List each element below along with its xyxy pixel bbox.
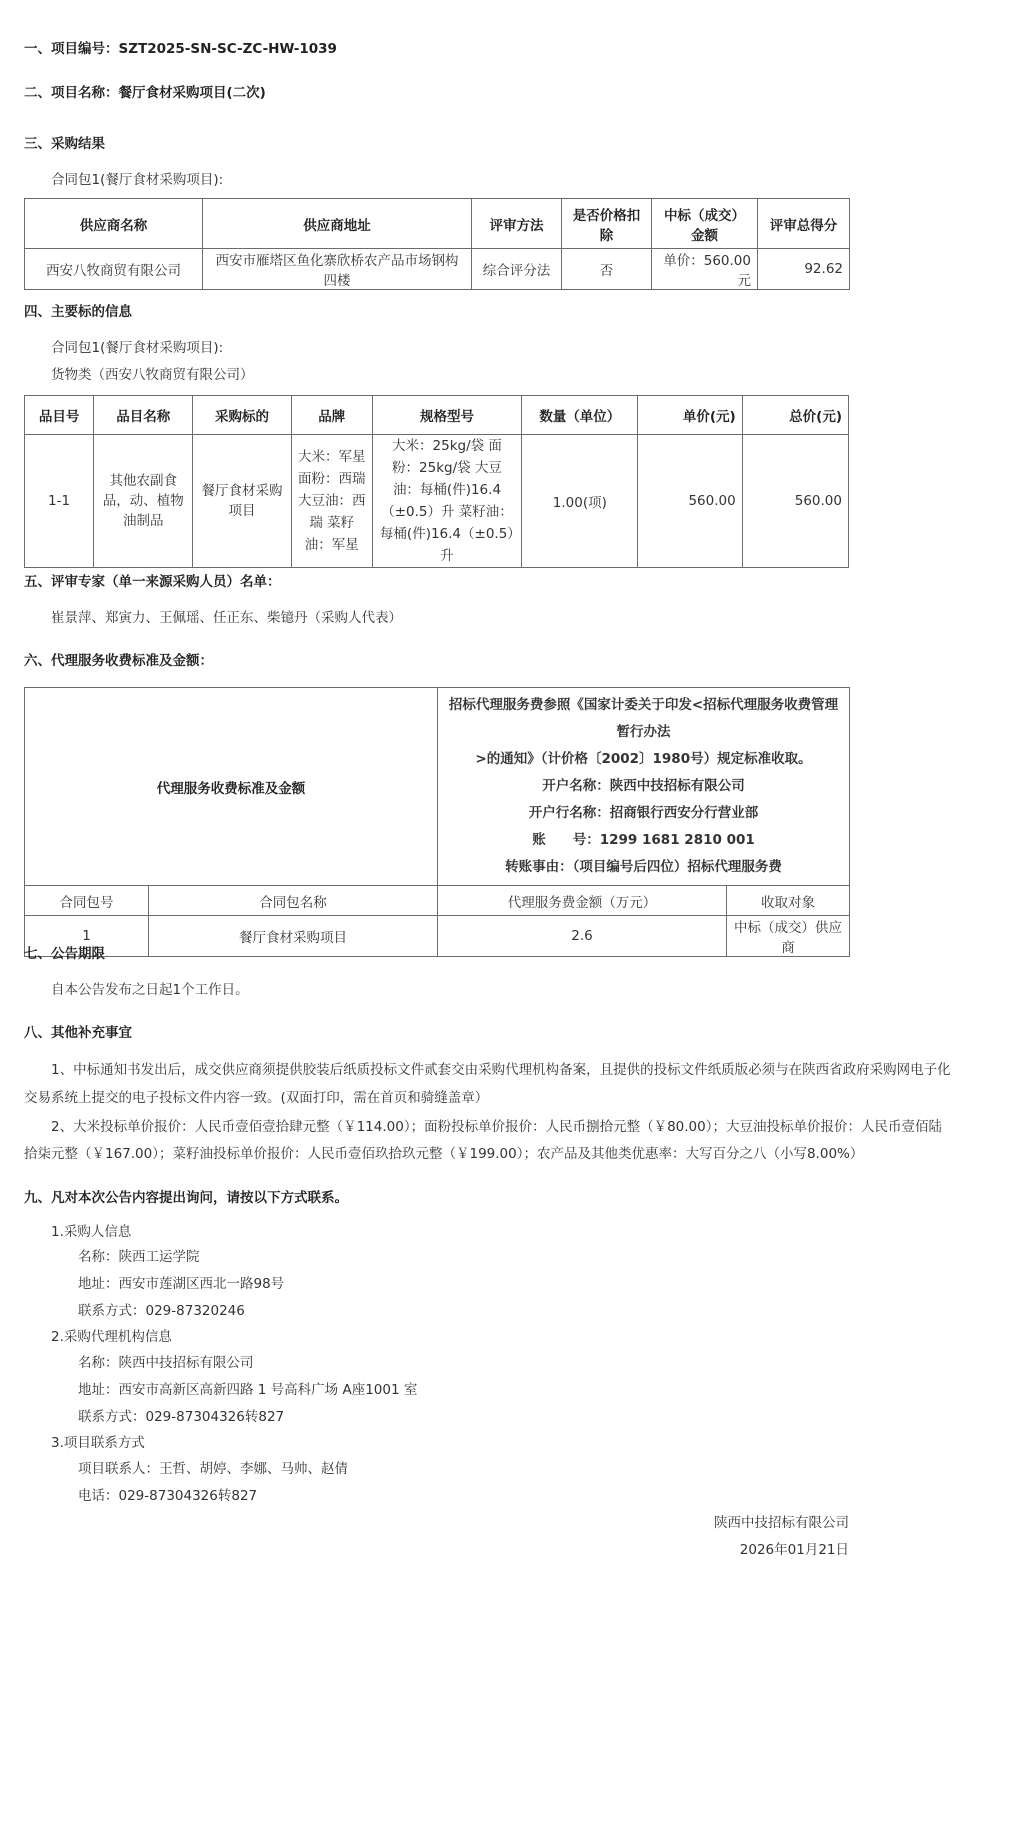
- project-number-value: SZT2025-SN-SC-ZC-HW-1039: [118, 41, 337, 57]
- cell-qty: 1.00(项): [522, 435, 638, 568]
- buyer-phone: 联系方式：029-87320246: [78, 1303, 245, 1319]
- fee-standard-row: [25, 688, 850, 886]
- supplement-1-line-2: 交易系统上提交的电子投标文件内容一致。(双面打印，需在首页和骑缝盖章）: [24, 1090, 489, 1106]
- supplement-2-line-1: 2、大米投标单价报价：人民币壹佰壹拾肆元整（￥114.00）；面粉投标单价报价：人民币捌拾元整（￥80.00）；大豆油投标单价报价：人民币壹佰陆: [51, 1119, 942, 1135]
- table-header-row: [25, 199, 850, 249]
- cell-supplier: 西安八牧商贸有限公司: [25, 249, 203, 290]
- section-6-title: 六、代理服务收费标准及金额：: [24, 653, 213, 669]
- cell-total: 560.00: [742, 435, 848, 568]
- subject-info-table: [24, 395, 849, 568]
- project-name-value: 餐厅食材采购项目(二次): [118, 85, 266, 101]
- th-package-no: 合同包号: [25, 886, 149, 916]
- footer-company: 陕西中技招标有限公司: [714, 1515, 849, 1531]
- buyer-title: 1.采购人信息: [51, 1224, 132, 1240]
- th-unit-price: 单价(元): [638, 396, 742, 435]
- th-target: 采购标的: [193, 396, 291, 435]
- fee-standard-label: 代理服务收费标准及金额: [25, 688, 438, 886]
- table-header-row: [25, 886, 850, 916]
- agency-fee-table: [24, 687, 850, 957]
- cell-brand: 大米：军星 面粉：西瑞 大豆油：西瑞 菜籽油：军星: [291, 435, 372, 568]
- cell-score: 92.62: [758, 249, 850, 290]
- cell-item-name: 其他农副食品，动、植物油制品: [94, 435, 193, 568]
- fee-line: 招标代理服务费参照《国家计委关于印发<招标代理服务收费管理暂行办法: [448, 697, 839, 740]
- experts-list: 崔景萍、郑寅力、王佩瑶、任正东、柴镱丹（采购人代表）: [51, 610, 402, 626]
- th-brand: 品牌: [291, 396, 372, 435]
- sec4-package: 合同包1(餐厅食材采购项目):: [51, 340, 224, 356]
- section-7-title: 七、公告期限: [24, 946, 105, 962]
- transfer-reason: 转账事由：（项目编号后四位）招标代理服务费: [505, 859, 782, 875]
- th-total: 总价(元): [742, 396, 848, 435]
- cell-method: 综合评分法: [472, 249, 562, 290]
- bank-name: 开户行名称：招商银行西安分行营业部: [528, 805, 759, 821]
- footer-date: 2026年01月21日: [739, 1542, 849, 1558]
- th-qty: 数量（单位）: [522, 396, 638, 435]
- section-5-title: 五、评审专家（单一来源采购人员）名单：: [24, 574, 281, 590]
- project-number-label: 一、项目编号：: [24, 41, 119, 57]
- agency-address: 地址：西安市高新区高新四路 1 号高科广场 A座1001 室: [78, 1382, 418, 1398]
- th-address: 供应商地址: [203, 199, 472, 249]
- cell-fee-amount: 2.6: [438, 916, 727, 957]
- th-fee-amount: 代理服务费金额（万元）: [438, 886, 727, 916]
- agency-title: 2.采购代理机构信息: [51, 1329, 172, 1345]
- buyer-address: 地址：西安市莲湖区西北一路98号: [78, 1276, 285, 1292]
- cell-address: 西安市雁塔区鱼化寨欣桥农产品市场钢构四楼: [203, 249, 472, 290]
- cell-payer: 中标（成交）供应商: [727, 916, 850, 957]
- supplement-2-line-2: 拾柒元整（￥167.00）；菜籽油投标单价报价：人民币壹佰玖拾玖元整（￥199.00）；农产品及其他类优惠率：大写百分之八（小写8.00%）: [24, 1146, 864, 1162]
- section-8-title: 八、其他补充事宜: [24, 1025, 132, 1041]
- cell-item-no: 1-1: [25, 435, 94, 568]
- contact-phone: 电话：029-87304326转827: [78, 1488, 258, 1504]
- sec4-category: 货物类（西安八牧商贸有限公司）: [51, 367, 254, 383]
- cell-package-name: 餐厅食材采购项目: [149, 916, 438, 957]
- agency-name: 名称：陕西中技招标有限公司: [78, 1355, 254, 1371]
- fee-standard-details: [438, 688, 850, 886]
- th-price-deduct: 是否价格扣除: [562, 199, 652, 249]
- th-item-no: 品目号: [25, 396, 94, 435]
- section-3-title: 三、采购结果: [24, 136, 105, 152]
- section-9-title: 九、凡对本次公告内容提出询问，请按以下方式联系。: [24, 1190, 348, 1206]
- account-number: 账 号：1299 1681 2810 001: [532, 832, 755, 848]
- buyer-name: 名称：陕西工运学院: [78, 1249, 200, 1265]
- th-score: 评审总得分: [758, 199, 850, 249]
- supplement-1-line-1: 1、中标通知书发出后，成交供应商须提供胶装后纸质投标文件贰套交由采购代理机构备案，且提供的投标文件纸质版必须与在陕西省政府采购网电子化: [51, 1062, 951, 1078]
- cell-price-deduct: 否: [562, 249, 652, 290]
- project-name: [24, 81, 266, 101]
- th-method: 评审方法: [472, 199, 562, 249]
- notice-period: 自本公告发布之日起1个工作日。: [51, 982, 249, 998]
- th-payer: 收取对象: [727, 886, 850, 916]
- th-supplier: 供应商名称: [25, 199, 203, 249]
- th-amount: 中标（成交）金额: [652, 199, 758, 249]
- cell-unit-price: 560.00: [638, 435, 742, 568]
- cell-spec: 大米：25kg/袋 面粉：25kg/袋 大豆油：每桶(件)16.4（±0.5）升 菜籽油：每桶(件)16.4（±0.5）升: [372, 435, 521, 568]
- cell-package-no: 1: [25, 916, 149, 957]
- th-package-name: 合同包名称: [149, 886, 438, 916]
- table-row: [25, 435, 849, 568]
- fee-line: >的通知》（计价格〔2002〕1980号）规定标准收取。: [475, 751, 812, 767]
- project-name-label: 二、项目名称：: [24, 85, 119, 101]
- agency-phone: 联系方式：029-87304326转827: [78, 1409, 285, 1425]
- contact-title: 3.项目联系方式: [51, 1435, 145, 1451]
- project-number: [24, 37, 337, 57]
- table-row: [25, 249, 850, 290]
- th-spec: 规格型号: [372, 396, 521, 435]
- cell-target: 餐厅食材采购项目: [193, 435, 291, 568]
- sec3-package: 合同包1(餐厅食材采购项目):: [51, 172, 224, 188]
- table-row: [25, 916, 850, 957]
- cell-amount: 单价：560.00元: [652, 249, 758, 290]
- account-name: 开户名称：陕西中技招标有限公司: [542, 778, 745, 794]
- procurement-result-table: [24, 198, 850, 290]
- contact-people: 项目联系人：王哲、胡婷、李娜、马帅、赵倩: [78, 1461, 348, 1477]
- section-4-title: 四、主要标的信息: [24, 304, 132, 320]
- th-item-name: 品目名称: [94, 396, 193, 435]
- table-header-row: [25, 396, 849, 435]
